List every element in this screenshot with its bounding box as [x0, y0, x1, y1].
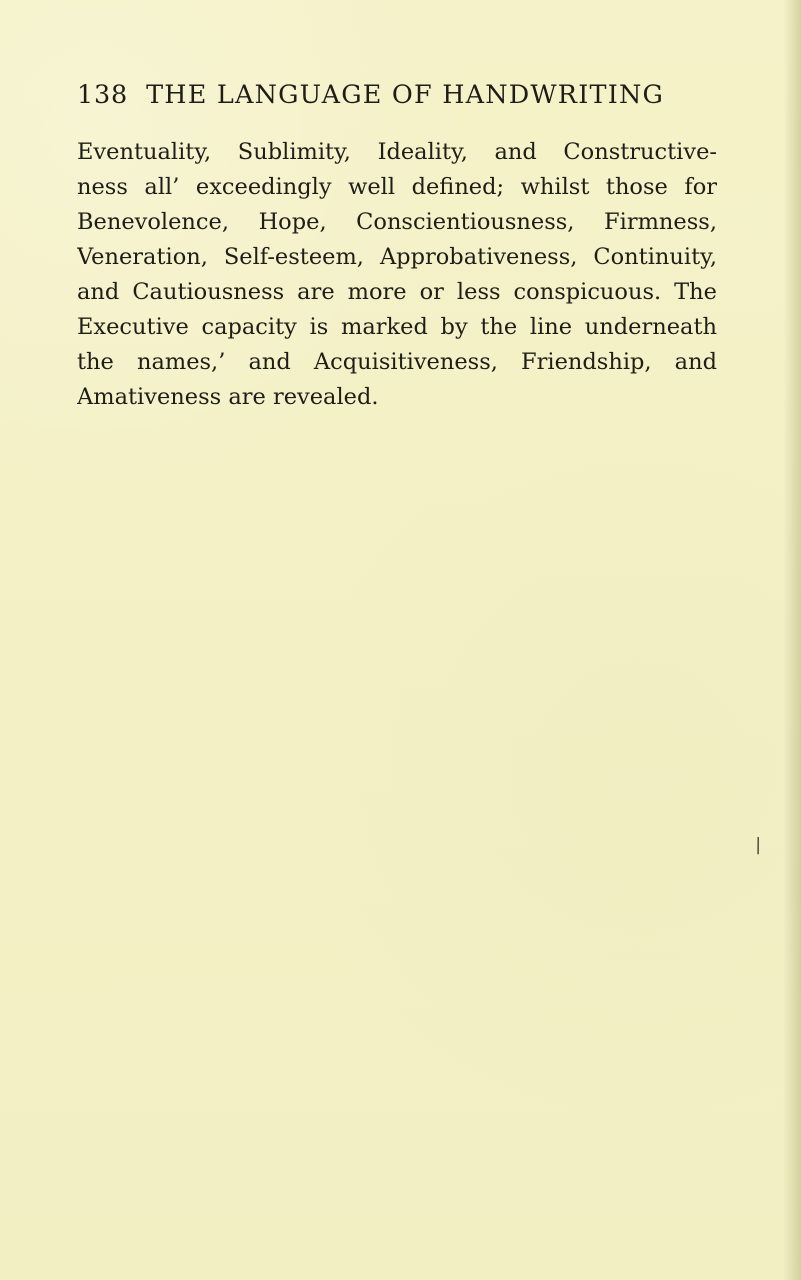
paragraph-line-5: and Cautiousness are more or less conspicuous. The — [77, 279, 717, 305]
paragraph-line-7: the names,’ and Acquisitiveness, Friendship, and — [77, 349, 717, 375]
paragraph-line-1: Eventuality, Sublimity, Ideality, and Constructive- — [77, 139, 717, 165]
paragraph-line-2: ness all’ exceedingly well defined; whilst those for — [77, 174, 717, 200]
stray-pencil-mark: \ — [751, 832, 766, 858]
page-header — [77, 80, 717, 120]
paragraph-line-6: Executive capacity is marked by the line underneath — [77, 314, 717, 340]
running-head: THE LANGUAGE OF HANDWRITING — [146, 80, 665, 110]
page-edge-shadow — [783, 0, 801, 1280]
paragraph-line-3: Benevolence, Hope, Conscientiousness, Firmness, — [77, 209, 717, 235]
paragraph — [77, 135, 717, 415]
page-number: 138 — [77, 80, 129, 110]
paragraph-line-8: Amativeness are revealed. — [77, 384, 379, 410]
paragraph-line-4: Veneration, Self-esteem, Approbativeness, Continuity, — [77, 244, 717, 270]
